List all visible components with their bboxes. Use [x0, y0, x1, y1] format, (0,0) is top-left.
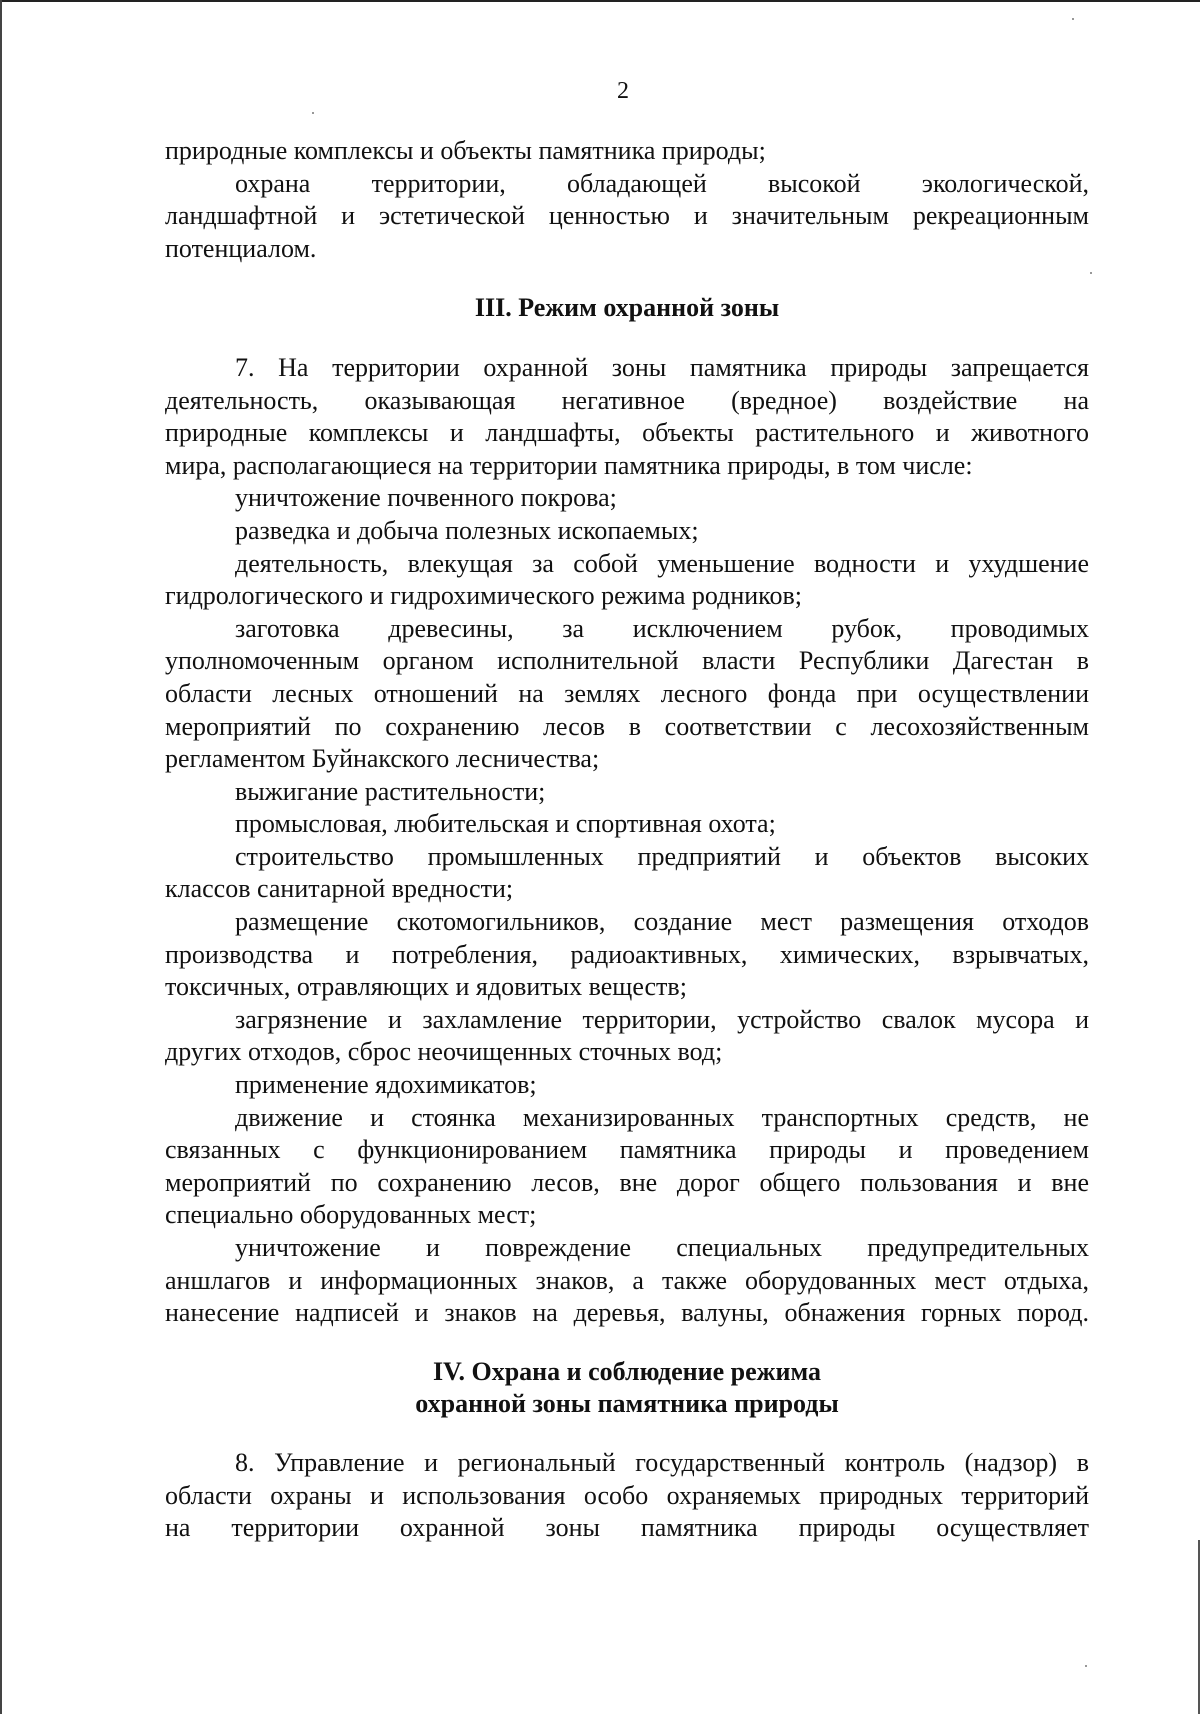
text-line: аншлагов и информационных знаков, а также оборудованных мест отдыха,: [165, 1265, 1089, 1295]
text-line: строительство промышленных предприятий и объектов высоких: [235, 841, 1089, 871]
text-line: заготовка древесины, за исключением рубок, проводимых: [235, 613, 1089, 643]
text-line: мероприятий по сохранению лесов в соответствии с лесохозяйственным: [165, 711, 1089, 741]
section-heading-4-line2: охранной зоны памятника природы: [415, 1389, 839, 1419]
scan-speck: [1085, 1665, 1087, 1667]
text-line: уничтожение и повреждение специальных предупредительных: [235, 1233, 1089, 1262]
text-line: мероприятий по сохранению лесов, вне дорог общего пользования и вне: [165, 1167, 1089, 1197]
text-line: потенциалом.: [165, 233, 317, 263]
text-line: движение и стоянка механизированных транспортных средств, не: [235, 1102, 1089, 1132]
text-line: охрана территории, обладающей высокой экологической,: [235, 168, 1089, 198]
text-line: гидрологического и гидрохимического режима родников;: [165, 581, 802, 611]
text-line: уничтожение почвенного покрова;: [235, 483, 617, 513]
text-line: нанесение надписей и знаков на деревья, валуны, обнажения горных пород.: [165, 1298, 1089, 1328]
text-line: области охраны и использования особо охраняемых природных территорий: [165, 1480, 1089, 1510]
text-line: области лесных отношений на землях лесного фонда при осуществлении: [165, 678, 1089, 708]
text-line: промысловая, любительская и спортивная охота;: [235, 809, 776, 839]
text-line: связанных с функционированием памятника природы и проведением: [165, 1135, 1089, 1165]
document-body: [165, 135, 1089, 1545]
page-number: 2: [617, 78, 629, 104]
text-line: 8. Управление и региональный государственный контроль (надзор) в: [235, 1447, 1089, 1477]
text-line: деятельность, оказывающая негативное (вредное) воздействие на: [165, 385, 1089, 415]
text-line: уполномоченным органом исполнительной власти Республики Дагестан в: [165, 646, 1089, 676]
scan-edge-top: [0, 0, 1200, 2]
scan-speck: [312, 112, 314, 114]
text-line: производства и потребления, радиоактивных, химических, взрывчатых,: [165, 939, 1089, 969]
text-line: выжигание растительности;: [235, 776, 546, 806]
text-line: классов санитарной вредности;: [165, 874, 514, 904]
text-line: разведка и добыча полезных ископаемых;: [235, 515, 699, 545]
text-line: природные комплексы и ландшафты, объекты растительного и животного: [165, 418, 1089, 448]
text-line: регламентом Буйнакского лесничества;: [165, 744, 600, 774]
text-line: загрязнение и захламление территории, устройство свалок мусора и: [235, 1004, 1089, 1034]
text-line: деятельность, влекущая за собой уменьшение водности и ухудшение: [235, 548, 1089, 578]
text-line: мира, располагающиеся на территории памятника природы, в том числе:: [165, 450, 973, 480]
scan-speck: [1072, 18, 1074, 20]
text-line: ландшафтной и эстетической ценностью и значительным рекреационным: [165, 201, 1089, 231]
text-line: токсичных, отравляющих и ядовитых веществ;: [165, 972, 687, 1002]
text-line: природные комплексы и объекты памятника природы;: [165, 136, 766, 165]
text-line: размещение скотомогильников, создание мест размещения отходов: [235, 907, 1089, 937]
scan-edge-left: [0, 0, 2, 1714]
text-line: применение ядохимикатов;: [235, 1070, 537, 1100]
section-heading-3: III. Режим охранной зоны: [474, 293, 780, 323]
text-line: других отходов, сброс неочищенных сточных вод;: [165, 1037, 723, 1067]
text-line: специально оборудованных мест;: [165, 1200, 537, 1230]
section-heading-4-line1: IV. Охрана и соблюдение режима: [432, 1356, 822, 1386]
text-line: на территории охранной зоны памятника природы осуществляет: [165, 1513, 1089, 1543]
scan-speck: [1090, 272, 1092, 274]
text-line: 7. На территории охранной зоны памятника природы запрещается: [235, 352, 1089, 382]
